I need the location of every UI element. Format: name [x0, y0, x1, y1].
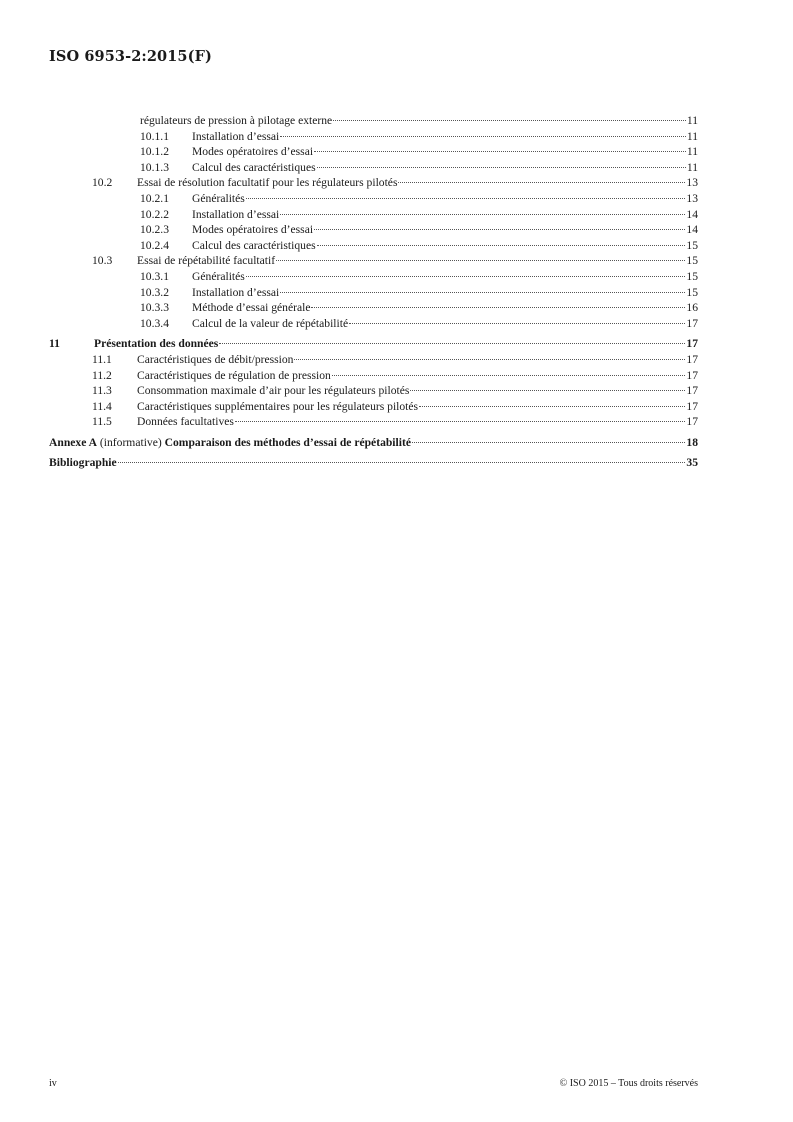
toc-entry-11-3[interactable] — [49, 383, 698, 399]
toc-entry-text: Calcul des caractéristiques — [192, 160, 316, 174]
toc-page-number: 17 — [686, 384, 698, 398]
toc-entry-11-2[interactable] — [49, 368, 698, 384]
toc-entry-number: 11.4 — [92, 399, 112, 413]
toc-page-number: 13 — [686, 176, 698, 190]
toc-entry-text: Généralités — [192, 191, 245, 205]
toc-page-number: 17 — [686, 352, 698, 366]
annex-label: Annexe A — [49, 435, 97, 449]
toc-entry-text: Caractéristiques de régulation de pression — [137, 368, 331, 382]
dot-leader — [333, 120, 686, 121]
toc-entry-10-2-2[interactable] — [49, 207, 698, 223]
toc-entry-number: 11.3 — [92, 384, 112, 398]
dot-leader — [280, 292, 685, 293]
dot-leader — [349, 323, 685, 324]
toc-entry-number: 10.2.4 — [140, 238, 169, 252]
toc-entry-text: Modes opératoires d’essai — [192, 223, 314, 237]
toc-page-number: 15 — [686, 285, 698, 299]
toc-entry-10-1-3[interactable] — [49, 160, 698, 176]
toc-entry-text: Présentation des données — [94, 337, 219, 351]
toc-page-number: 15 — [686, 238, 698, 252]
toc-entry-10-3[interactable] — [49, 253, 698, 269]
toc-entry-10-3-3[interactable] — [49, 300, 698, 316]
dot-leader — [419, 406, 685, 407]
toc-entry-10-2-1[interactable] — [49, 191, 698, 207]
toc-entry-number: 10.3 — [92, 254, 113, 268]
toc-entry-text: Installation d’essai — [192, 285, 280, 299]
toc-page-number: 15 — [686, 269, 698, 283]
toc-page-number: 17 — [686, 337, 698, 351]
annex-qualifier: (informative) — [99, 435, 162, 449]
toc-page-number: 35 — [686, 456, 698, 470]
toc-entry-11[interactable] — [49, 336, 698, 352]
toc-page-number: 15 — [686, 254, 698, 268]
toc-entry-text: Essai de résolution facultatif pour les régulateurs pilotés — [137, 176, 398, 190]
toc-entry-text: Consommation maximale d’air pour les régulateurs pilotés — [137, 384, 410, 398]
toc-entry-10-1-2[interactable] — [49, 144, 698, 160]
toc-entry-10-3-4[interactable] — [49, 316, 698, 332]
toc-entry-bibliography[interactable] — [49, 455, 698, 471]
toc-entry-text: Caractéristiques de débit/pression — [137, 352, 294, 366]
toc-entry-10-2-3[interactable] — [49, 222, 698, 238]
dot-leader — [314, 229, 685, 230]
toc-entry-10-1-1[interactable] — [49, 129, 698, 145]
dot-leader — [311, 307, 685, 308]
dot-leader — [219, 343, 685, 344]
toc-entry-text: Installation d’essai — [192, 207, 280, 221]
dot-leader — [276, 260, 685, 261]
toc-page-number: 16 — [686, 301, 698, 315]
toc-entry-text: Essai de répétabilité facultatif — [137, 254, 276, 268]
dot-leader — [294, 359, 685, 360]
dot-leader — [317, 167, 686, 168]
toc-page-number: 17 — [686, 415, 698, 429]
dot-leader — [235, 421, 686, 422]
toc-page-number: 18 — [686, 435, 698, 449]
toc-entry-number: 11.2 — [92, 368, 112, 382]
dot-leader — [280, 214, 685, 215]
dot-leader — [410, 390, 685, 391]
table-of-contents — [49, 113, 698, 471]
toc-page-number: 17 — [686, 368, 698, 382]
toc-entry-11-4[interactable] — [49, 399, 698, 415]
toc-entry-number: 11.1 — [92, 352, 112, 366]
toc-entry-text: Calcul de la valeur de répétabilité — [192, 316, 349, 330]
toc-page-number: 11 — [686, 145, 698, 159]
toc-entry-text: Modes opératoires d’essai — [192, 145, 314, 159]
page-number-roman: iv — [49, 1078, 57, 1089]
annex-title: Comparaison des méthodes d’essai de répétabilité — [164, 435, 411, 449]
dot-leader — [246, 276, 686, 277]
toc-entry-text: Méthode d’essai générale — [192, 301, 311, 315]
toc-entry-annex-a[interactable] — [49, 435, 698, 451]
toc-page-number: 13 — [686, 191, 698, 205]
toc-entry-number: 10.2.3 — [140, 223, 169, 237]
dot-leader — [280, 136, 686, 137]
toc-page-number: 14 — [686, 223, 698, 237]
dot-leader — [412, 442, 685, 443]
toc-entry-number: 11 — [49, 337, 60, 351]
copyright-notice: © ISO 2015 – Tous droits réservés — [559, 1078, 698, 1089]
toc-entry-text: Caractéristiques supplémentaires pour les régulateurs pilotés — [137, 399, 419, 413]
toc-entry-10-2-4[interactable] — [49, 238, 698, 254]
toc-entry-10-3-1[interactable] — [49, 269, 698, 285]
dot-leader — [246, 198, 686, 199]
toc-entry-number: 10.3.2 — [140, 285, 169, 299]
dot-leader — [314, 151, 686, 152]
toc-entry-number: 10.2.1 — [140, 191, 169, 205]
toc-entry-text: régulateurs de pression à pilotage externe — [140, 114, 333, 127]
toc-entry-number: 10.2.2 — [140, 207, 169, 221]
toc-entry-number: 10.1.3 — [140, 160, 169, 174]
toc-entry-number: 10.3.4 — [140, 316, 169, 330]
toc-page-number: 17 — [686, 316, 698, 330]
toc-page-number: 17 — [686, 399, 698, 413]
dot-leader — [332, 375, 686, 376]
dot-leader — [317, 245, 686, 246]
toc-entry-number: 11.5 — [92, 415, 112, 429]
toc-page-number: 11 — [686, 160, 698, 174]
toc-entry-number: 10.1.2 — [140, 145, 169, 159]
toc-entry-11-1[interactable] — [49, 352, 698, 368]
toc-page-number: 11 — [686, 114, 698, 127]
toc-entry-10-2[interactable] — [49, 175, 698, 191]
toc-page-number: 14 — [686, 207, 698, 221]
toc-entry-text: Calcul des caractéristiques — [192, 238, 316, 252]
toc-entry-11-5[interactable] — [49, 414, 698, 430]
dot-leader — [398, 182, 685, 183]
toc-entry-10-3-2[interactable] — [49, 285, 698, 301]
toc-entry-text: Installation d’essai — [192, 129, 280, 143]
toc-entry-text: Généralités — [192, 269, 245, 283]
toc-page-number: 11 — [686, 129, 698, 143]
toc-entry-number: 10.1.1 — [140, 129, 169, 143]
dot-leader — [118, 462, 686, 463]
toc-entry-text: Bibliographie — [49, 456, 117, 470]
toc-entry-text: Données facultatives — [137, 415, 234, 429]
toc-entry-number: 10.2 — [92, 176, 113, 190]
document-id-header: ISO 6953-2:2015(F) — [49, 48, 212, 65]
toc-entry-number: 10.3.3 — [140, 301, 169, 315]
toc-entry-number: 10.3.1 — [140, 269, 169, 283]
toc-entry-continuation[interactable] — [49, 113, 698, 129]
